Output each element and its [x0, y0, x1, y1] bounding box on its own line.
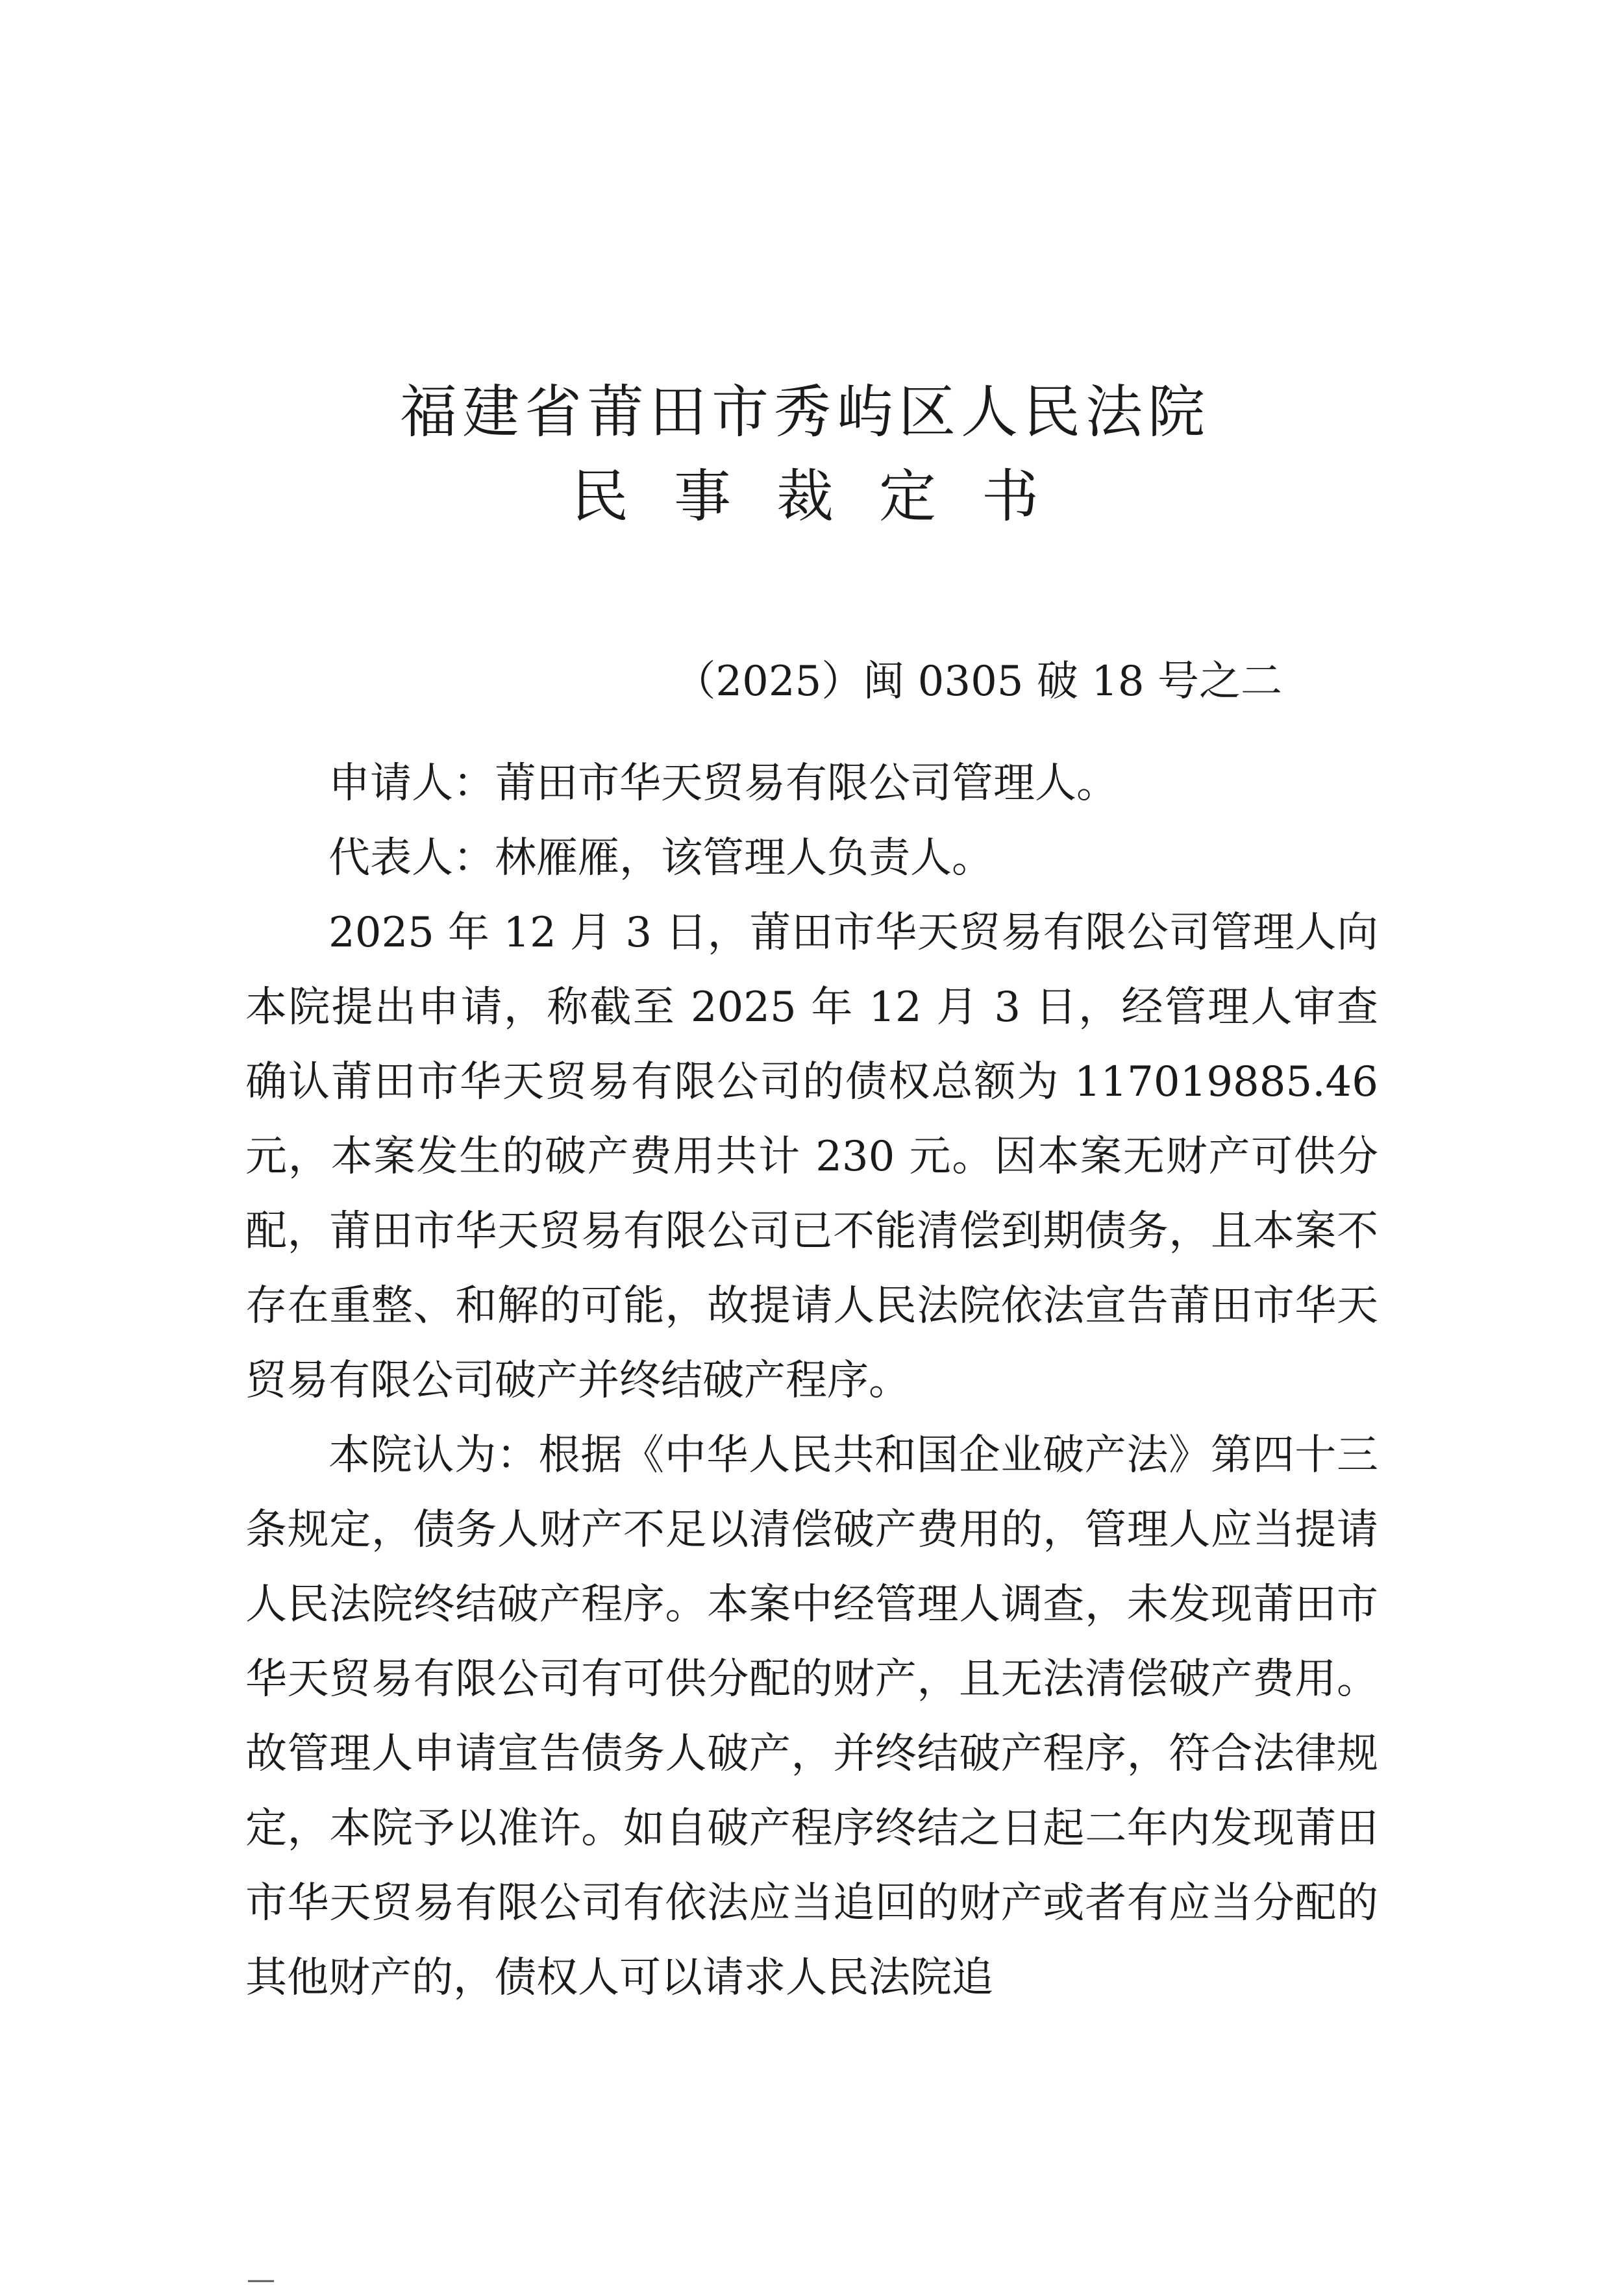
- applicant-paragraph: 申请人：莆田市华天贸易有限公司管理人。: [328, 759, 1118, 808]
- document-body: [245, 747, 1378, 2016]
- case-number: （2025）闽 0305 破 18 号之二: [674, 658, 1282, 706]
- facts-paragraph: 2025 年 12 月 3 日，莆田市华天贸易有限公司管理人向本院提出申请，称截至 2025 年 12 月 3 日，经管理人审查确认莆田市华天贸易有限公司的债权总额为 117019885.46 元，本案发生的破产费用共计 230 元。因本案无财产可供分配，莆田市华天贸易有限公司已不能清偿到期债务，且本案不存在重整、和解的可能，故提请人民法院依法宣告莆田市华天贸易有限公司破产并终结破产程序。: [245, 909, 1378, 1405]
- court-opinion-paragraph: 本院认为：根据《中华人民共和国企业破产法》第四十三条规定，债务人财产不足以清偿破产费用的，管理人应当提请人民法院终结破产程序。本案中经管理人调查，未发现莆田市华天贸易有限公司有可供分配的财产，且无法清偿破产费用。故管理人申请宣告债务人破产，并终结破产程序，符合法律规定，本院予以准许。如自破产程序终结之日起二年内发现莆田市华天贸易有限公司有依法应当追回的财产或者有应当分配的其他财产的，债权人可以请求人民法院追: [245, 1431, 1378, 2002]
- document-title: 民事裁定书: [571, 463, 1084, 530]
- page-cut-mark: —: [247, 2263, 275, 2296]
- representative-paragraph: 代表人：林雁雁，该管理人负责人。: [328, 834, 993, 882]
- court-name: 福建省莆田市秀屿区人民法院: [399, 378, 1210, 445]
